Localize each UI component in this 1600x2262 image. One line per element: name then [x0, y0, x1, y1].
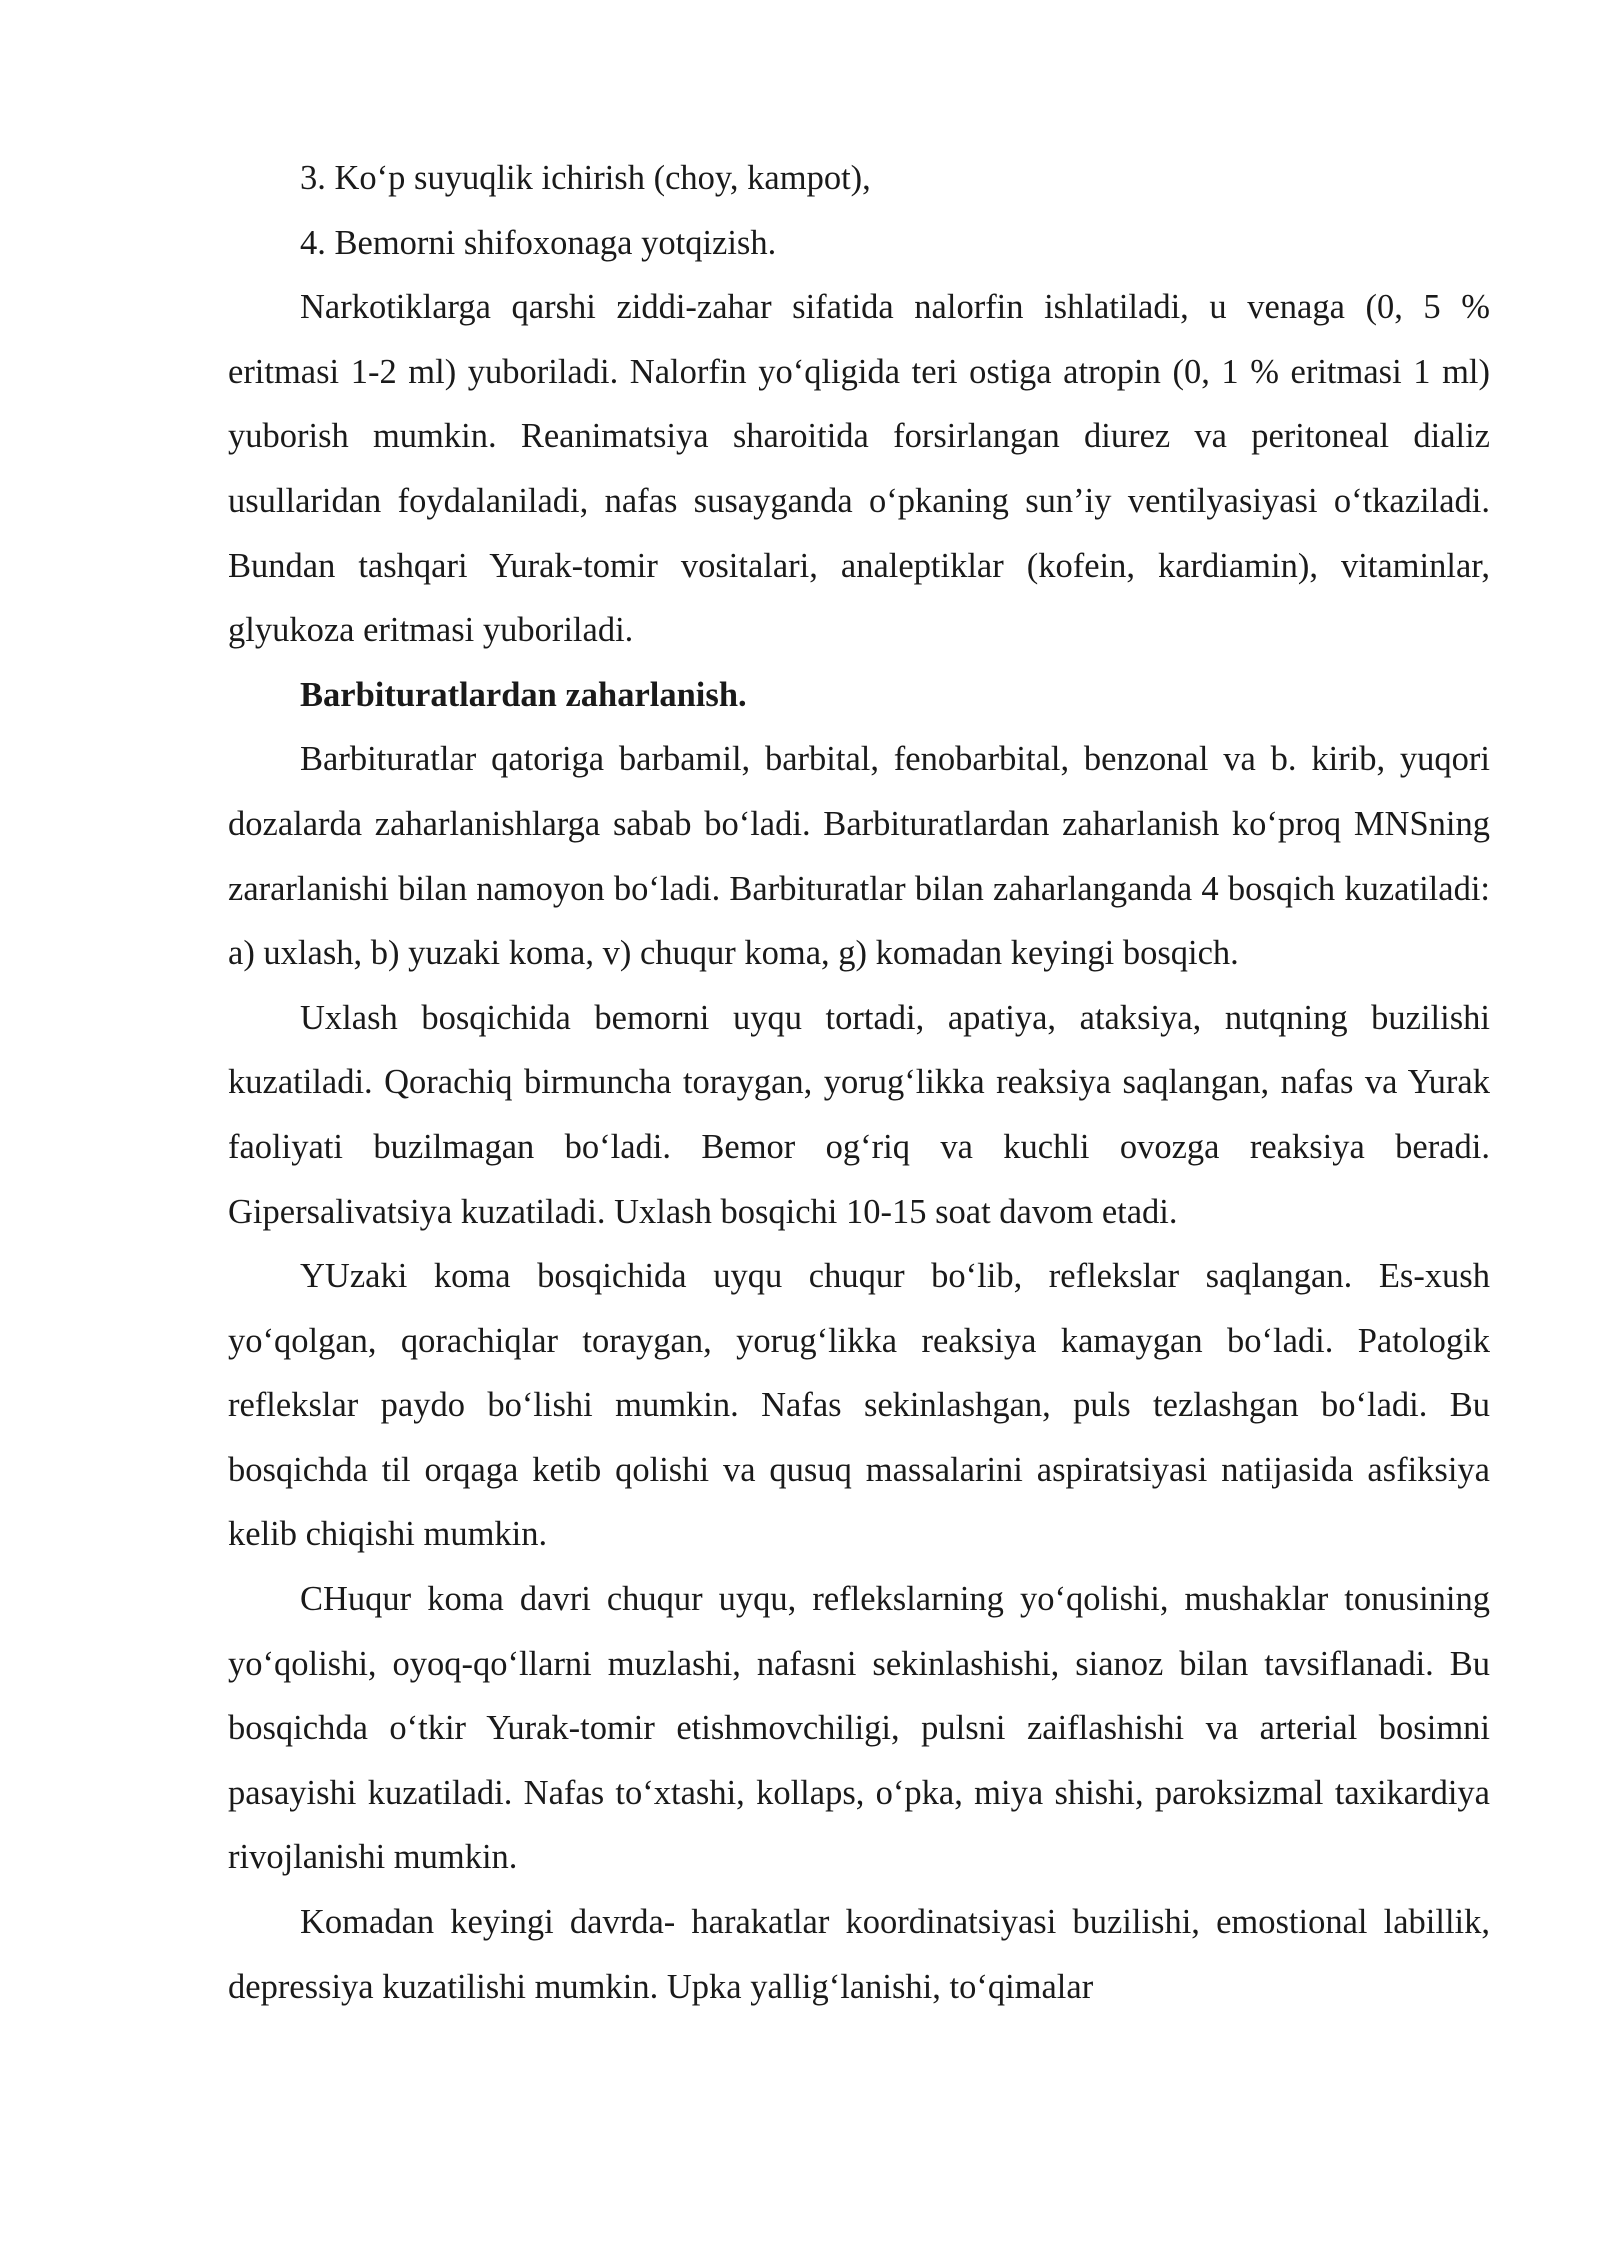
paragraph-sleep-stage: Uxlash bosqichida bemorni uyqu tortadi, apatiya, ataksiya, nutqning buzilishi kuzatiladi. Qorachiq birmuncha toraygan, yorug‘likka reaksiya saqlangan, nafas va Yurak faoliyati buzilmagan bo‘ladi. Bemor og‘riq va kuchli ovozga reaksiya beradi. Gipersalivatsiya kuzatiladi. Uxlash bosqichi 10-15 soat davom etadi. [228, 998, 1490, 1231]
paragraph-post-coma: Komadan keyingi davrda- harakatlar koordinatsiyasi buzilishi, emostional labillik, depressiya kuzatilishi mumkin. Upka yallig‘lanishi, to‘qimalar [228, 1903, 1490, 2006]
paragraph-barbiturates-intro: Barbituratlar qatoriga barbamil, barbital, fenobarbital, benzonal va b. kirib, yuqori dozalarda zaharlanishlarga sabab bo‘ladi. Barbituratlardan zaharlanish ko‘proq MNSning zararlanishi bilan namoyon bo‘ladi. Barbituratlar bilan zaharlanganda 4 bosqich kuzatiladi: a) uxlash, b) yuzaki koma, v) chuqur koma, g) komadan keyingi bosqich. [228, 740, 1490, 973]
paragraph-deep-coma: CHuqur koma davri chuqur uyqu, reflekslarning yo‘qolishi, mushaklar tonusining yo‘qolishi, oyoq-qo‘llarni muzlashi, nafasni sekinlashishi, sianoz bilan tavsiflanadi. Bu bosqichda o‘tkir Yurak-tomir etishmovchiligi, pulsni zaiflashishi va arterial bosimni pasayishi kuzatiladi. Nafas to‘xtashi, kollaps, o‘pka, miya shishi, paroksizmal taxikardiya rivojlanishi mumkin. [228, 1580, 1490, 1877]
paragraph-antidote: Narkotiklarga qarshi ziddi-zahar sifatida nalorfin ishlatiladi, u venaga (0, 5 % eritmasi 1-2 ml) yuboriladi. Nalorfin yo‘qligida teri ostiga atropin (0, 1 % eritmasi 1 ml) yuborish mumkin. Reanimatsiya sharoitida forsirlangan diurez va peritoneal dializ usullaridan foydalaniladi, nafas susayganda o‘pkaning sun’iy ventilyasiyasi o‘tkaziladi. Bundan tashqari Yurak-tomir vositalari, analeptiklar (kofein, kardiamin), vitaminlar, glyukoza eritmasi yuboriladi. [228, 288, 1490, 650]
document-page [228, 146, 1490, 2019]
list-item-3: 3. Ko‘p suyuqlik ichirish (choy, kampot), [300, 159, 871, 197]
section-heading: Barbituratlardan zaharlanish. [300, 675, 747, 714]
paragraph-superficial-coma: YUzaki koma bosqichida uyqu chuqur bo‘lib, reflekslar saqlangan. Es-xush yo‘qolgan, qorachiqlar toraygan, yorug‘likka reaksiya kamaygan bo‘ladi. Patologik reflekslar paydo bo‘lishi mumkin. Nafas sekinlashgan, puls tezlashgan bo‘ladi. Bu bosqichda til orqaga ketib qolishi va qusuq massalarini aspiratsiyasi natijasida asfiksiya kelib chiqishi mumkin. [228, 1257, 1490, 1554]
list-item-4: 4. Bemorni shifoxonaga yotqizish. [300, 223, 777, 262]
